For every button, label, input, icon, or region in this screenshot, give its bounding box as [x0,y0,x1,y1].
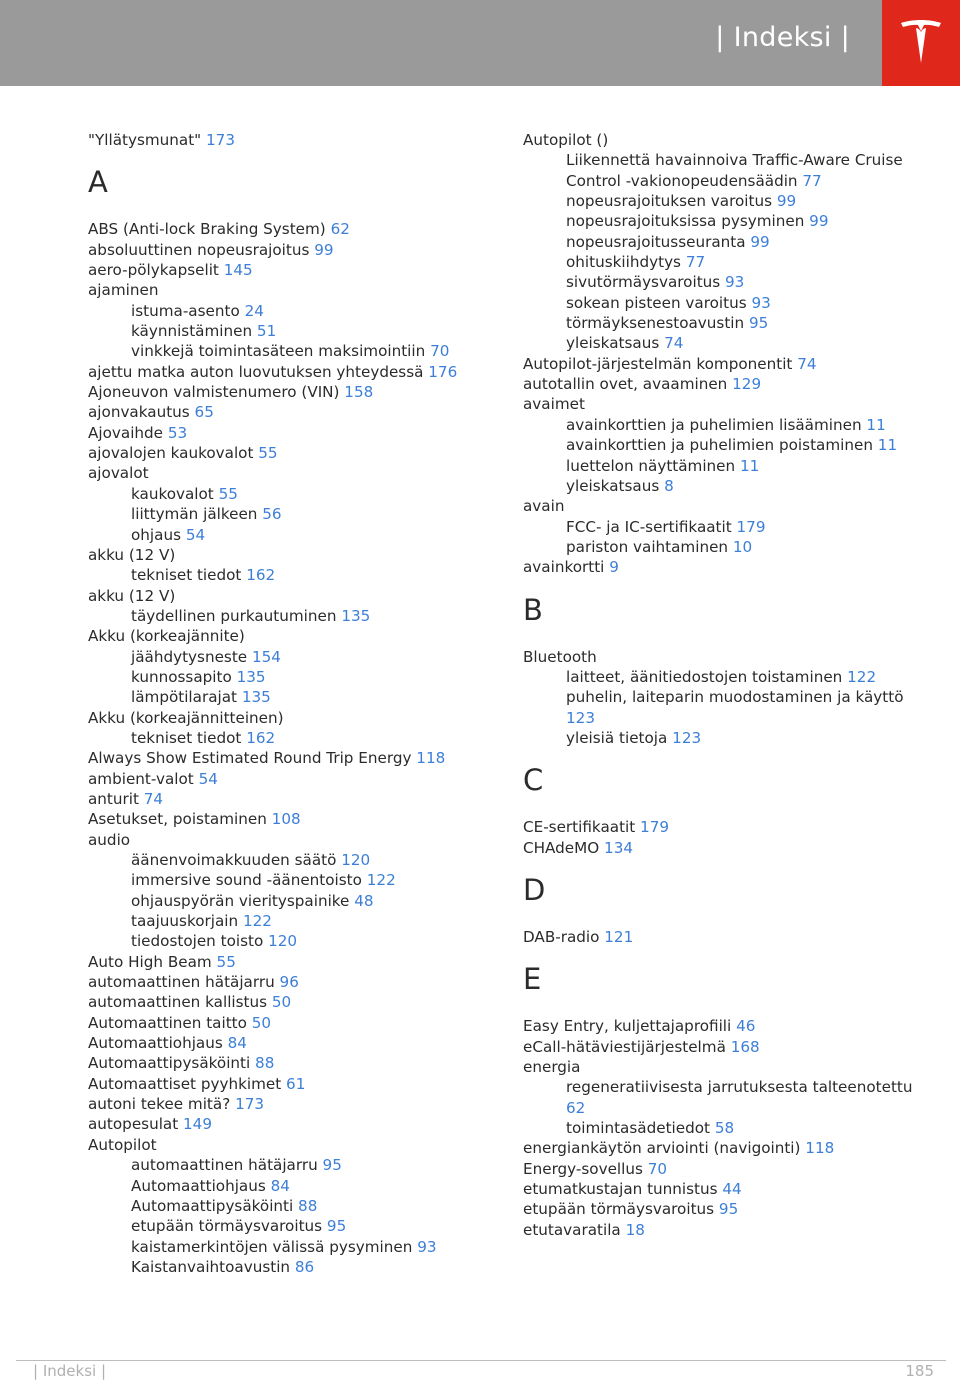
index-entry [523,1057,933,1077]
page-link[interactable]: 56 [262,505,282,524]
index-entry [523,1179,933,1199]
entry-text: kaukovalot [131,484,214,503]
entry-text: regeneratiivisesta jarrutuksesta talteenotettu [566,1078,913,1097]
page-link[interactable]: 65 [194,403,214,422]
index-column-right [523,130,933,1240]
index-entry [523,557,933,577]
index-subentry [88,687,498,707]
entry-text: etutavaratila [523,1220,621,1239]
entry-text: Automaattipysäköinti [88,1054,251,1073]
entry-text: ajovalot [88,464,149,483]
entry-text: Automaattiohjaus [131,1176,266,1195]
page-link[interactable]: 162 [246,728,276,747]
page-link[interactable]: 93 [725,273,745,292]
page-link[interactable]: 120 [341,851,371,869]
page-link[interactable]: 99 [314,240,334,259]
page-link[interactable]: 149 [183,1115,213,1134]
page-link[interactable]: 74 [143,789,164,808]
entry-text: nopeusrajoituksissa pysyminen [566,212,805,231]
entry-text: Always Show Estimated Round Trip Energy [88,749,412,768]
index-entry [88,1074,498,1094]
page-number: 185 [905,1362,934,1380]
entry-text: energiankäytön arviointi (navigointi) [523,1139,801,1158]
entry-text: avaimet [523,395,585,414]
page-link[interactable]: 95 [748,314,769,333]
page-link[interactable]: 55 [216,952,236,971]
page-link[interactable]: 176 [428,362,458,381]
index-subentry [88,321,498,341]
entry-text: toimintasädetiedot [566,1119,710,1138]
page-link[interactable]: 129 [732,375,762,394]
entry-text: ajaminen [88,281,159,300]
index-subentry [88,911,498,931]
index-entry [88,1013,498,1033]
index-subentry [88,728,498,748]
index-column-left [88,130,498,1277]
entry-text: laitteet, äänitiedostojen toistaminen [566,667,843,686]
entry-text: ohituskiihdytys [566,253,681,272]
index-subentry [88,484,498,504]
page-link[interactable]: 99 [750,232,770,251]
page-link[interactable]: 88 [255,1054,275,1073]
page-link[interactable]: 121 [604,927,634,946]
entry-text: Kaistanvaihtoavustin [131,1257,291,1276]
index-subentry [88,667,498,687]
index-entry [88,1135,498,1155]
index-entry [88,748,498,768]
index-entry [523,1138,933,1158]
index-entry [88,240,498,260]
entry-text: Easy Entry, kuljettajaprofiili [523,1017,732,1036]
index-entry [523,1016,933,1036]
entry-text: automaattinen kallistus [88,993,268,1012]
page-link[interactable]: 135 [236,667,266,686]
index-entry [523,354,933,374]
entry-text: Liikennettä havainnoiva Traffic-Aware Cruise Control -vakionopeudensäädin [566,151,903,190]
page-link[interactable]: 18 [625,1220,645,1239]
index-subentry [88,891,498,911]
page-link[interactable]: 70 [647,1159,668,1178]
page-link[interactable]: 61 [286,1074,306,1093]
entry-text: etupään törmäysvaroitus [523,1200,715,1219]
entry-text: avain [523,497,565,516]
index-subentry [523,150,933,191]
page-link[interactable]: 168 [730,1037,760,1056]
index-subentry [88,606,498,626]
page-link[interactable]: 99 [809,212,829,231]
entry-text: Asetukset, poistaminen [88,810,267,829]
entry-text: pariston vaihtaminen [566,537,729,556]
page-link[interactable]: 158 [344,383,374,402]
index-entry [88,789,498,809]
index-subentry [523,211,933,231]
entry-text: Auto High Beam [88,952,212,971]
entry-text: Automaattipysäköinti [131,1196,294,1215]
entry-text: CE-sertifikaatit [523,818,636,837]
index-entry [88,992,498,1012]
index-entry [88,1033,498,1053]
entry-text: avainkorttien ja puhelimien poistaminen [566,436,873,455]
header-title: | Indeksi | [715,22,850,53]
page-link[interactable]: 74 [797,354,817,373]
page-link[interactable]: 24 [244,301,264,320]
index-subentry [523,537,933,557]
entry-text: ohjaus [131,525,181,544]
page-link[interactable]: 95 [718,1200,739,1219]
entry-text: yleiskatsaus [566,476,660,495]
page-link[interactable]: 53 [167,423,188,442]
index-entry [88,402,498,422]
entry-text: ambient-valot [88,769,194,788]
index-subentry [88,1196,498,1216]
entry-text: vinkkejä toimintasäteen maksimointiin [131,342,426,361]
page-header [0,0,960,86]
page-link[interactable]: 74 [664,334,684,353]
index-subentry [88,301,498,321]
index-entry [88,443,498,463]
entry-text: automaattinen hätäjarru [88,973,275,992]
index-entry [523,817,933,837]
index-subentry [523,476,933,496]
entry-text: ajettu matka auton luovutuksen yhteydessä [88,362,424,381]
page-link[interactable]: 145 [223,261,253,280]
entry-text: DAB-radio [523,927,600,946]
index-entry [88,952,498,972]
index-entry [523,927,933,947]
index-subentry [523,313,933,333]
page-link[interactable]: 9 [609,558,619,577]
entry-text: Ajoneuvon valmistenumero (VIN) [88,383,340,402]
index-subentry [523,456,933,476]
index-entry [523,1159,933,1179]
entry-text: tiedostojen toisto [131,932,264,951]
index-subentry [523,293,933,313]
page-link[interactable]: 95 [322,1156,342,1175]
page-link[interactable]: 70 [430,342,450,361]
index-subentry [88,647,498,667]
page-link[interactable]: 55 [218,484,238,503]
entry-text: tekniset tiedot [131,728,242,747]
entry-text: Autopilot [88,1135,157,1154]
entry-text: taajuuskorjain [131,912,239,931]
index-entry [88,545,498,565]
index-subentry [523,517,933,537]
entry-text: audio [88,830,131,849]
entry-text: jäähdytysneste [131,647,248,666]
page-link[interactable]: 120 [268,932,298,951]
index-subentry [523,333,933,353]
entry-text: tekniset tiedot [131,566,242,585]
entry-text: D [523,872,546,907]
index-subentry [88,850,498,870]
entry-text: sivutörmäysvaroitus [566,273,721,292]
index-entry [88,830,498,850]
page-link[interactable]: 93 [751,293,771,312]
page-link[interactable]: 93 [417,1237,437,1256]
index-subentry [88,1237,498,1257]
page-link[interactable]: 77 [685,253,706,272]
index-subentry [88,525,498,545]
page-link[interactable]: 54 [198,769,218,788]
entry-text: Automaattiohjaus [88,1034,223,1053]
page-link[interactable]: 135 [341,606,371,625]
index-entry [523,496,933,516]
page-link[interactable]: 58 [714,1119,735,1138]
page-link[interactable]: 154 [251,647,281,666]
index-subentry [88,1257,498,1277]
index-entry [88,423,498,443]
index-entry [523,130,933,150]
page-link[interactable]: 135 [241,688,271,707]
page-link[interactable]: 122 [242,912,272,931]
index-subentry [523,272,933,292]
page-link[interactable]: 10 [732,537,753,556]
index-entry [523,374,933,394]
entry-text: energia [523,1058,581,1076]
index-subentry [88,1216,498,1236]
page-link[interactable]: 11 [866,415,886,434]
page-link[interactable]: 123 [672,728,702,747]
page-link[interactable]: 162 [246,566,276,585]
index-entry [88,769,498,789]
index-entry [88,1053,498,1073]
entry-text: CHAdeMO [523,838,600,857]
index-subentry [88,931,498,951]
entry-text: Ajovaihde [88,423,164,442]
entry-text: etupään törmäysvaroitus [131,1217,323,1236]
entry-text: akku (12 V) [88,586,176,605]
entry-text: törmäyksenestoavustin [566,314,745,333]
index-entry [523,1199,933,1219]
index-entry [88,586,498,606]
entry-text: C [523,763,544,798]
entry-text: ohjauspyörän vierityspainike [131,891,350,910]
page-link[interactable]: 99 [776,192,797,211]
entry-text: äänenvoimakkuuden säätö [131,851,337,869]
entry-text: kunnossapito [131,667,232,686]
footer-divider [16,1360,946,1361]
index-entry [523,1220,933,1240]
footer-label: | Indeksi | [33,1362,106,1380]
index-letter-heading [88,165,498,199]
index-subentry [88,504,498,524]
page-link[interactable]: 108 [271,810,301,829]
index-entry [523,647,933,667]
entry-text: puhelin, laiteparin muodostaminen ja käyttö [566,688,904,707]
page-link[interactable]: 123 [566,708,595,727]
entry-text: immersive sound -äänentoisto [131,871,362,890]
page-link[interactable]: 179 [736,517,766,536]
page-link[interactable]: 173 [235,1095,265,1114]
entry-text: absoluuttinen nopeusrajoitus [88,240,310,259]
page-link[interactable]: 44 [722,1180,742,1199]
index-entry [88,260,498,280]
entry-text: autoni tekee mitä? [88,1095,231,1114]
page-link[interactable]: 96 [279,973,299,992]
page-link[interactable]: 122 [847,667,877,686]
entry-text: sokean pisteen varoitus [566,293,747,312]
page-link[interactable]: 50 [251,1013,272,1032]
entry-text: yleiskatsaus [566,334,660,353]
index-subentry [523,252,933,272]
index-subentry [523,1077,933,1118]
index-subentry [523,191,933,211]
entry-text: istuma-asento [131,301,240,320]
index-subentry [88,565,498,585]
page-link[interactable]: 88 [298,1196,318,1215]
index-subentry [88,1155,498,1175]
index-subentry [523,687,933,728]
entry-text: FCC- ja IC-sertifikaatit [566,517,732,536]
entry-text: Akku (korkeajännite) [88,627,245,646]
index-subentry [523,415,933,435]
index-entry [88,219,498,239]
index-letter-heading [523,873,933,907]
entry-text: Automaattiset pyyhkimet [88,1074,282,1093]
index-subentry [523,232,933,252]
page-link[interactable]: 84 [227,1034,247,1053]
index-entry [88,809,498,829]
index-entry [523,394,933,414]
index-entry [88,1094,498,1114]
entry-text: käynnistäminen [131,322,253,341]
page-link[interactable]: 95 [326,1217,347,1236]
index-entry [88,130,498,150]
index-subentry [88,870,498,890]
index-entry [523,1037,933,1057]
entry-text: A [88,165,108,200]
index-subentry [523,728,933,748]
index-subentry [88,1176,498,1196]
index-subentry [523,435,933,455]
entry-text: autotallin ovet, avaaminen [523,375,728,394]
index-entry [88,708,498,728]
index-letter-heading [523,962,933,996]
entry-text: B [523,592,543,627]
page-link[interactable]: 122 [366,871,396,890]
entry-text: avainkorttien ja puhelimien lisääminen [566,415,862,434]
page-link[interactable]: 77 [802,171,822,190]
page-link[interactable]: 84 [270,1176,290,1195]
entry-text: Autopilot () [523,131,609,149]
brand-logo [882,0,960,86]
entry-text: täydellinen purkautuminen [131,606,337,625]
page-link[interactable]: 86 [294,1257,315,1276]
index-entry [88,626,498,646]
page-link[interactable]: 134 [604,838,634,857]
page-link[interactable]: 173 [206,131,235,149]
index-entry [88,1114,498,1134]
entry-text: autopesulat [88,1115,179,1134]
page-link[interactable]: 62 [566,1098,586,1117]
entry-text: lämpötilarajat [131,688,237,707]
entry-text: Automaattinen taitto [88,1013,247,1032]
index-entry [88,382,498,402]
entry-text: E [523,962,542,997]
page-link[interactable]: 62 [330,220,350,239]
entry-text: Autopilot-järjestelmän komponentit [523,354,793,373]
entry-text: anturit [88,789,139,808]
page-link[interactable]: 50 [271,993,292,1012]
entry-text: luettelon näyttäminen [566,456,736,475]
page-link[interactable]: 55 [258,444,278,463]
page-link[interactable]: 8 [664,476,674,495]
page-link[interactable]: 118 [416,749,446,768]
page-link[interactable]: 54 [185,525,206,544]
page-link[interactable]: 11 [739,456,760,475]
index-entry [88,280,498,300]
entry-text: ABS (Anti-lock Braking System) [88,220,326,239]
page-link[interactable]: 51 [256,322,277,341]
entry-text: nopeusrajoitusseuranta [566,232,746,251]
entry-text: liittymän jälkeen [131,505,258,524]
entry-text: Bluetooth [523,647,597,666]
index-subentry [88,341,498,361]
entry-text: Energy-sovellus [523,1159,643,1178]
entry-text: avainkortti [523,558,605,577]
entry-text: Akku (korkeajännitteinen) [88,708,284,727]
index-subentry [523,667,933,687]
entry-text: akku (12 V) [88,545,176,564]
page-link[interactable]: 48 [354,891,374,910]
index-subentry [523,1118,933,1138]
page-link[interactable]: 179 [640,818,670,837]
entry-text: aero-pölykapselit [88,261,219,280]
entry-text: "Yllätysmunat" [88,131,202,149]
index-letter-heading [523,763,933,797]
entry-text: kaistamerkintöjen välissä pysyminen [131,1237,413,1256]
entry-text: etumatkustajan tunnistus [523,1180,718,1199]
index-entry [88,463,498,483]
index-entry [88,362,498,382]
page-link[interactable]: 118 [805,1139,835,1158]
page-link[interactable]: 11 [877,436,898,455]
entry-text: nopeusrajoituksen varoitus [566,192,773,211]
index-entry [88,972,498,992]
entry-text: yleisiä tietoja [566,728,668,747]
page-link[interactable]: 46 [736,1017,756,1036]
entry-text: ajonvakautus [88,403,190,422]
index-entry [523,838,933,858]
entry-text: ajovalojen kaukovalot [88,444,254,463]
tesla-logo-icon [899,17,943,67]
index-letter-heading [523,593,933,627]
entry-text: eCall-hätäviestijärjestelmä [523,1037,726,1056]
entry-text: automaattinen hätäjarru [131,1156,318,1175]
